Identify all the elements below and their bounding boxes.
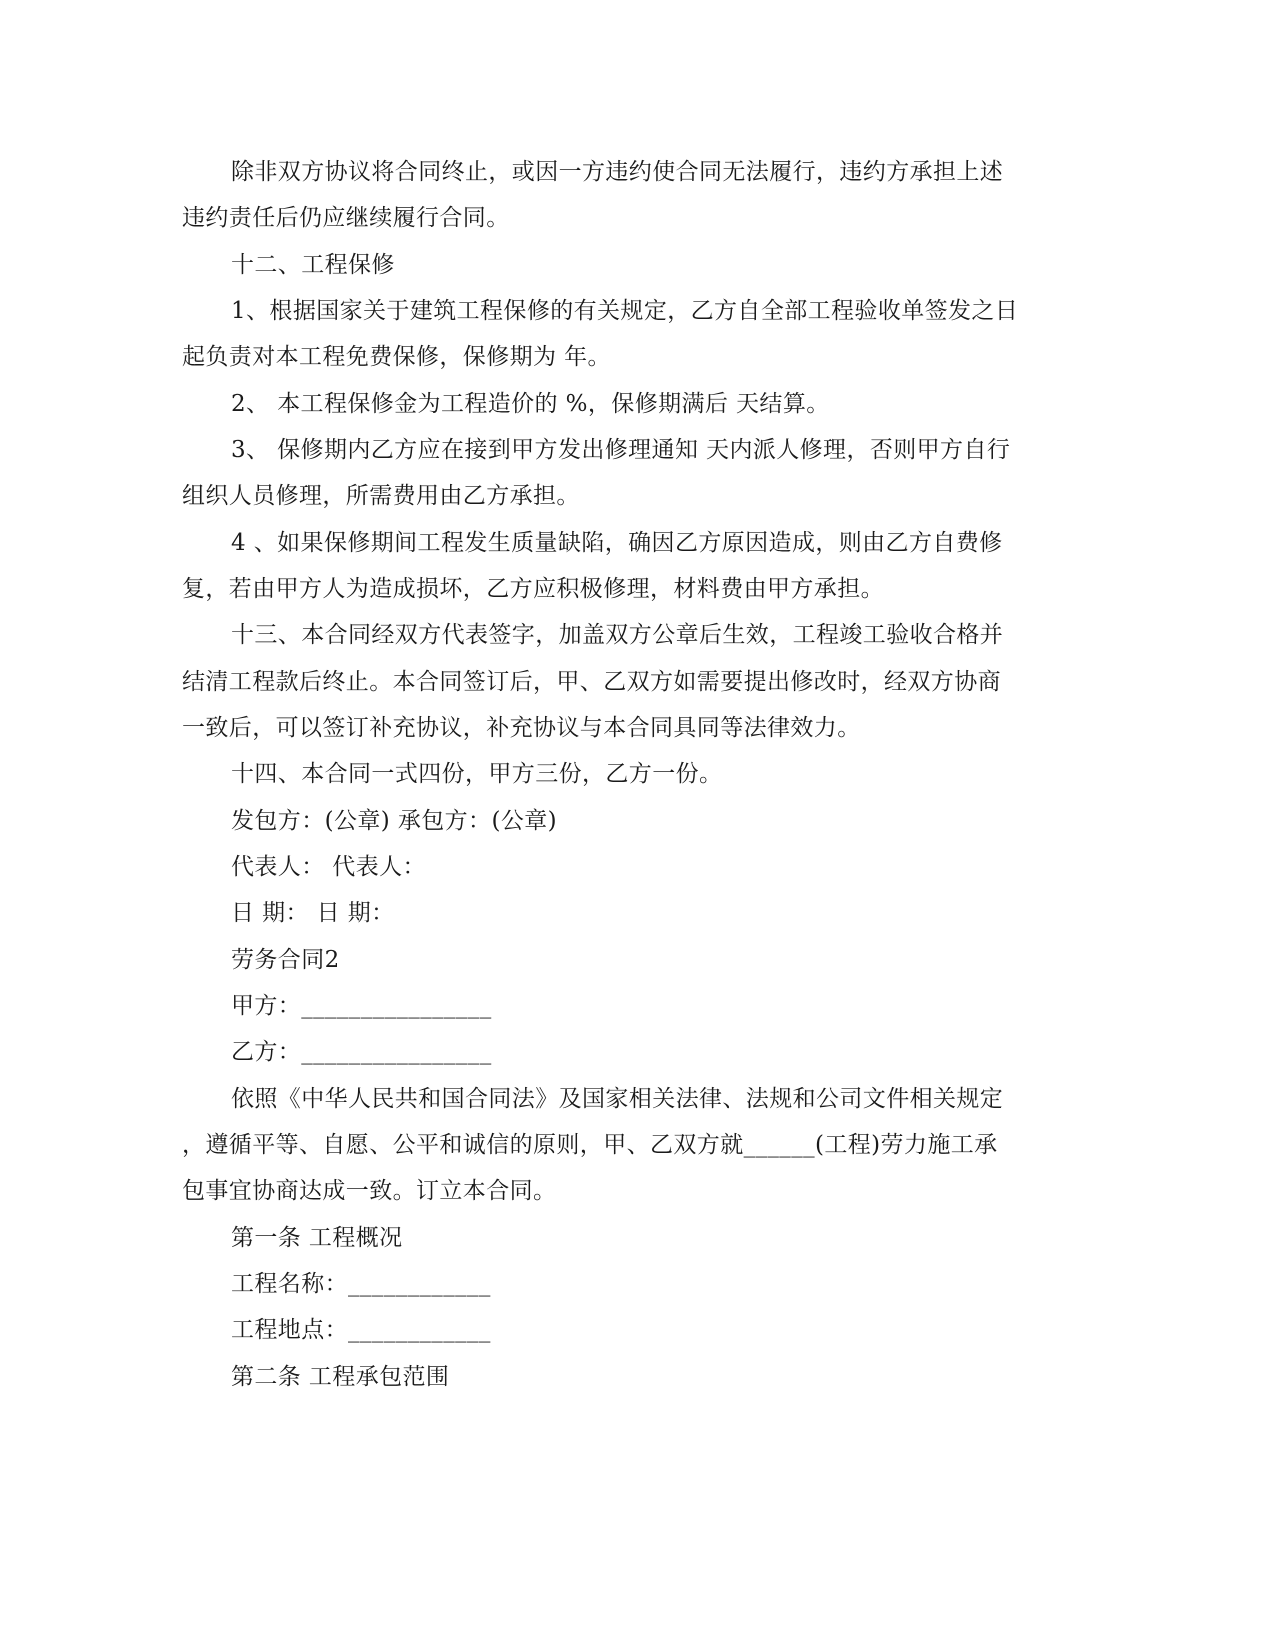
paragraph-line: 组织人员修理，所需费用由乙方承担。 — [182, 483, 580, 509]
project-name-line: 工程名称：____________ — [231, 1271, 491, 1297]
article-heading: 第二条 工程承包范围 — [231, 1364, 450, 1390]
project-location-line: 工程地点：____________ — [231, 1317, 491, 1343]
contract-title: 劳务合同2 — [231, 947, 340, 973]
signature-line: 发包方：(公章) 承包方：(公章) — [231, 808, 558, 834]
paragraph-line: 起负责对本工程免费保修，保修期为 年。 — [182, 344, 611, 370]
article-heading: 第一条 工程概况 — [231, 1225, 403, 1251]
paragraph-line: 依照《中华人民共和国合同法》及国家相关法律、法规和公司文件相关规定 — [231, 1086, 1004, 1112]
party-b-line: 乙方：________________ — [231, 1039, 492, 1065]
paragraph-line: 违约责任后仍应继续履行合同。 — [182, 205, 510, 231]
paragraph-line: 2、 本工程保修金为工程造价的 %，保修期满后 天结算。 — [231, 391, 830, 417]
paragraph-line: 除非双方协议将合同终止，或因一方违约使合同无法履行，违约方承担上述 — [231, 159, 1004, 185]
paragraph-line: 十三、本合同经双方代表签字，加盖双方公章后生效，工程竣工验收合格并 — [231, 622, 1004, 648]
paragraph-line: 复，若由甲方人为造成损坏，乙方应积极修理，材料费由甲方承担。 — [182, 576, 884, 602]
paragraph-line: 4 、如果保修期间工程发生质量缺陷，确因乙方原因造成，则由乙方自费修 — [231, 530, 1003, 556]
paragraph-line: 3、 保修期内乙方应在接到甲方发出修理通知 天内派人修理，否则甲方自行 — [231, 437, 1011, 463]
paragraph-line: 十四、本合同一式四份，甲方三份，乙方一份。 — [231, 761, 723, 787]
paragraph-line: ，遵循平等、自愿、公平和诚信的原则，甲、乙双方就______(工程)劳力施工承 — [182, 1132, 998, 1158]
party-a-line: 甲方：________________ — [231, 993, 492, 1019]
paragraph-line: 1、根据国家关于建筑工程保修的有关规定，乙方自全部工程验收单签发之日 — [231, 298, 1019, 324]
section-heading: 十二、工程保修 — [231, 252, 395, 278]
signature-line: 日 期： 日 期： — [231, 900, 395, 926]
paragraph-line: 结清工程款后终止。本合同签订后，甲、乙双方如需要提出修改时，经双方协商 — [182, 669, 1001, 695]
paragraph-line: 一致后，可以签订补充协议，补充协议与本合同具同等法律效力。 — [182, 715, 861, 741]
paragraph-line: 包事宜协商达成一致。订立本合同。 — [182, 1178, 557, 1204]
signature-line: 代表人： 代表人： — [231, 854, 426, 880]
